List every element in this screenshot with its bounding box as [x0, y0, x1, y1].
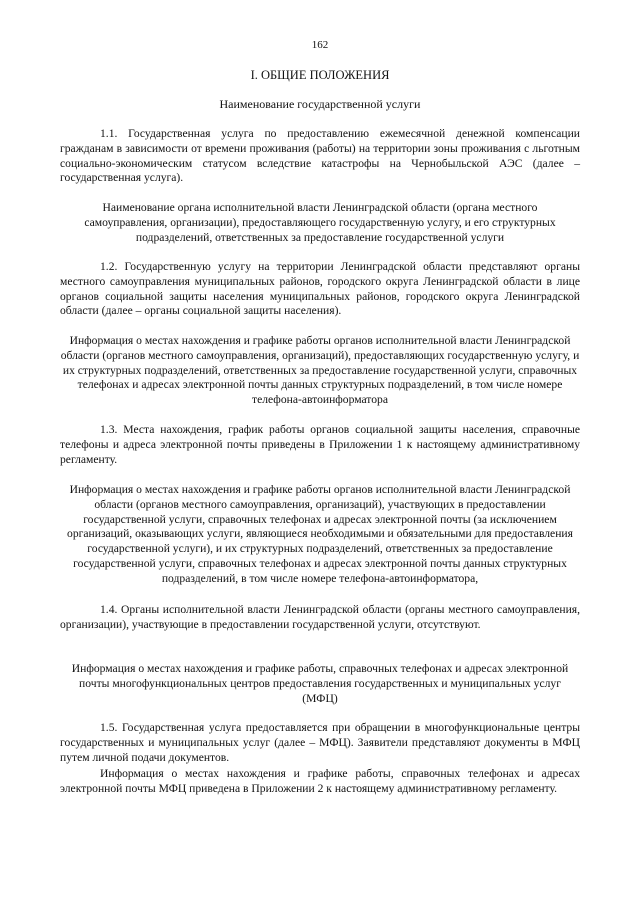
page-number: 162 — [311, 39, 329, 51]
paragraph-1-5: 1.5. Государственная услуга предоставляется при обращении в многофункциональные центры государственных и муниципальных услуг (далее – МФЦ). Заявители представляют документы в МФЦ путем личной подачи документов. — [60, 721, 580, 764]
heading-info-organs: Информация о местах нахождения и графике работы органов исполнительной власти Ленинградской области (органов местного самоуправления, организаций), предоставляющих государственную услугу, и их структурных подразделений, ответственных за предоставление государственной услуги, справочных телефонах и адресах электронной почты данных структурных подразделений, в том числе номере телефона-автоинформатора — [60, 334, 580, 407]
paragraph-1-4: 1.4. Органы исполнительной власти Ленинградской области (органы местного самоуправления, организации), участвующие в предоставлении государственной услуги, отсутствуют. — [60, 603, 580, 631]
paragraph-1-2: 1.2. Государственную услугу на территории Ленинградской области представляют органы местного самоуправления муниципальных районов, городского округа Ленинградской области в лице органов социальной защиты населения муниципальных районов, городского округа Ленинградской области (далее – органы социальной защиты населения). — [60, 260, 580, 318]
paragraph-1-1: 1.1. Государственная услуга по предоставлению ежемесячной денежной компенсации гражданам в зависимости от времени проживания (работы) на территории зоны проживания с льготным социально-экономическим статусом вследствие катастрофы на Чернобыльской АЭС (далее – государственная услуга). — [60, 127, 580, 185]
heading-organ: Наименование органа исполнительной власти Ленинградской области (органа местного самоуправления, организации), предоставляющего государственную услугу, и его структурных подразделений, ответственных за предоставление государственной услуги — [84, 201, 556, 244]
paragraph-1-5-info: Информация о местах нахождения и графике работы, справочных телефонах и адресах электронной почты МФЦ приведена в Приложении 2 к настоящему административному регламенту. — [60, 767, 580, 795]
heading-mfc: Информация о местах нахождения и графике работы, справочных телефонах и адресах электронной почты многофункциональных центров предоставления государственных и муниципальных услуг (МФЦ) — [71, 662, 569, 705]
section-title: I. ОБЩИЕ ПОЛОЖЕНИЯ — [250, 68, 390, 82]
section-subtitle: Наименование государственной услуги — [219, 97, 421, 111]
heading-info-participants: Информация о местах нахождения и графике работы органов исполнительной власти Ленинградской области (органов местного самоуправления, организаций), участвующих в предоставлении государственной услуги, справочных телефонах и адресах электронной почты (за исключением организаций, оказывающих услуги, являющиеся необходимыми и обязательными для предоставления государственной услуги), и их структурных подразделений, ответственных за предоставление государственной услуги, справочных телефонах и адресах электронной почты данных структурных подразделений, в том числе номере телефона-автоинформатора, — [67, 483, 573, 585]
paragraph-1-3: 1.3. Места нахождения, график работы органов социальной защиты населения, справочные телефоны и адреса электронной почты приведены в Приложении 1 к настоящему административному регламенту. — [60, 423, 580, 466]
